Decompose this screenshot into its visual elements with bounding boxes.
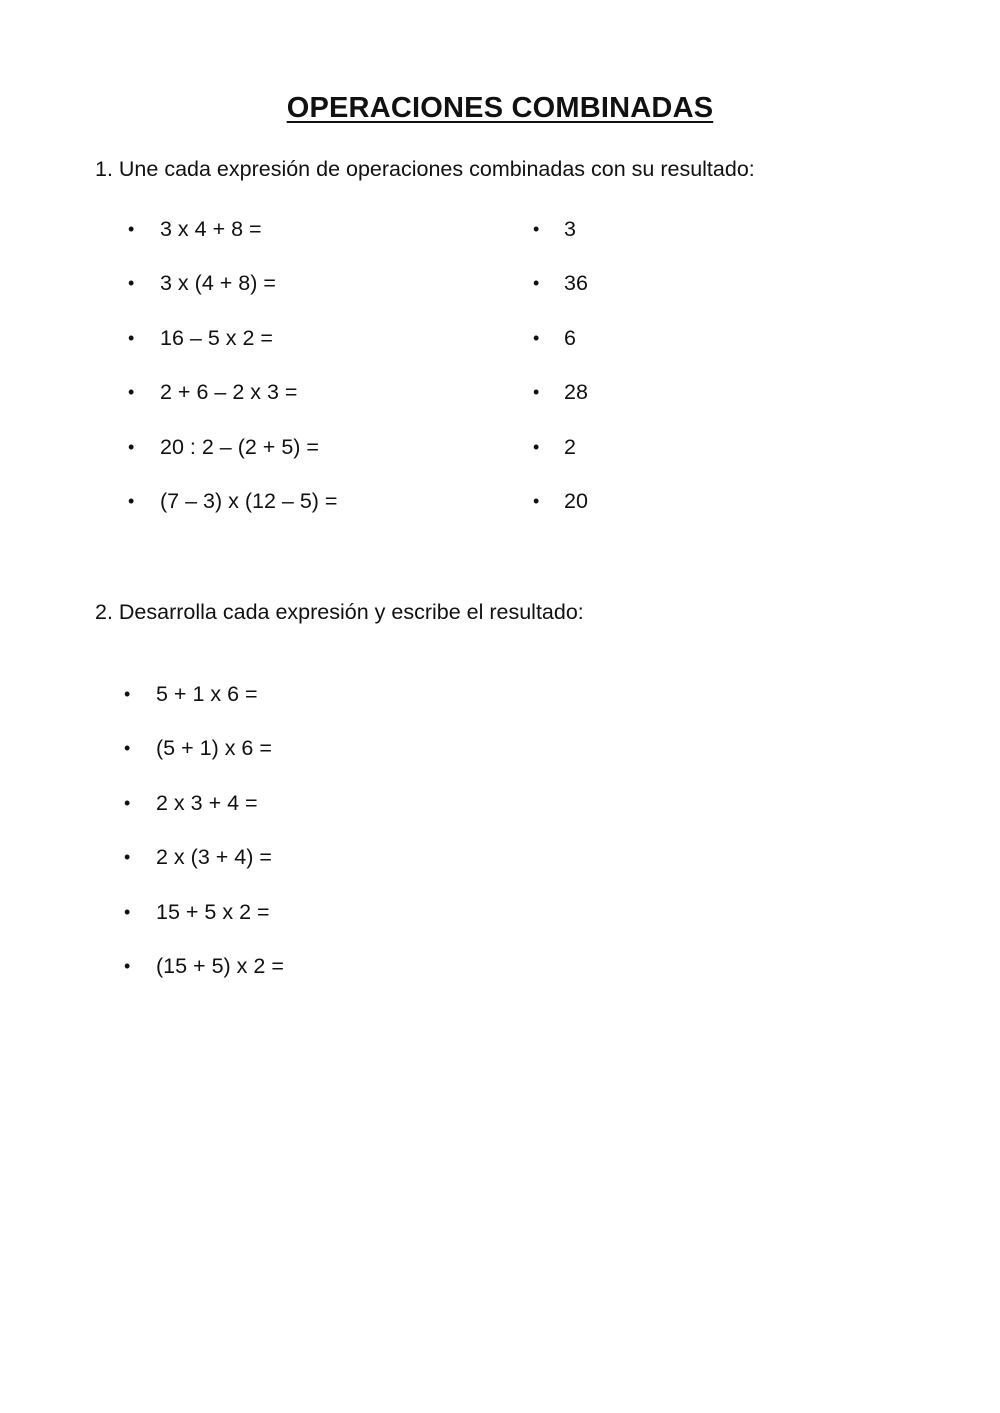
expression: (7 – 3) x (12 – 5) =	[160, 489, 338, 513]
expression: 15 + 5 x 2 =	[156, 900, 270, 924]
bullet: •	[124, 738, 131, 758]
result: 36	[564, 271, 588, 295]
expression: 2 x 3 + 4 =	[156, 791, 258, 815]
result: 3	[564, 217, 576, 241]
page-title: OPERACIONES COMBINADAS	[286, 92, 714, 124]
bullet: •	[128, 219, 135, 239]
exercise-1-instruction: 1. Une cada expresión de operaciones combinadas con su resultado:	[95, 157, 755, 181]
result: 28	[564, 380, 588, 404]
result: 20	[564, 489, 588, 513]
bullet: •	[533, 491, 540, 511]
bullet: •	[533, 273, 540, 293]
bullet: •	[533, 437, 540, 457]
bullet: •	[533, 328, 540, 348]
bullet: •	[128, 437, 135, 457]
expression: 2 x (3 + 4) =	[156, 845, 272, 869]
expression: (5 + 1) x 6 =	[156, 736, 272, 760]
bullet: •	[533, 382, 540, 402]
expression: 5 + 1 x 6 =	[156, 682, 258, 706]
expression: 3 x 4 + 8 =	[160, 217, 262, 241]
bullet: •	[128, 328, 135, 348]
expression: (15 + 5) x 2 =	[156, 954, 284, 978]
result: 6	[564, 326, 576, 350]
bullet: •	[128, 273, 135, 293]
expression: 3 x (4 + 8) =	[160, 271, 276, 295]
bullet: •	[124, 847, 131, 867]
bullet: •	[533, 219, 540, 239]
bullet: •	[128, 382, 135, 402]
bullet: •	[128, 491, 135, 511]
bullet: •	[124, 956, 131, 976]
expression: 2 + 6 – 2 x 3 =	[160, 380, 298, 404]
bullet: •	[124, 684, 131, 704]
expression: 16 – 5 x 2 =	[160, 326, 273, 350]
expression: 20 : 2 – (2 + 5) =	[160, 435, 319, 459]
bullet: •	[124, 793, 131, 813]
bullet: •	[124, 902, 131, 922]
exercise-2-instruction: 2. Desarrolla cada expresión y escribe el resultado:	[95, 600, 584, 624]
result: 2	[564, 435, 576, 459]
